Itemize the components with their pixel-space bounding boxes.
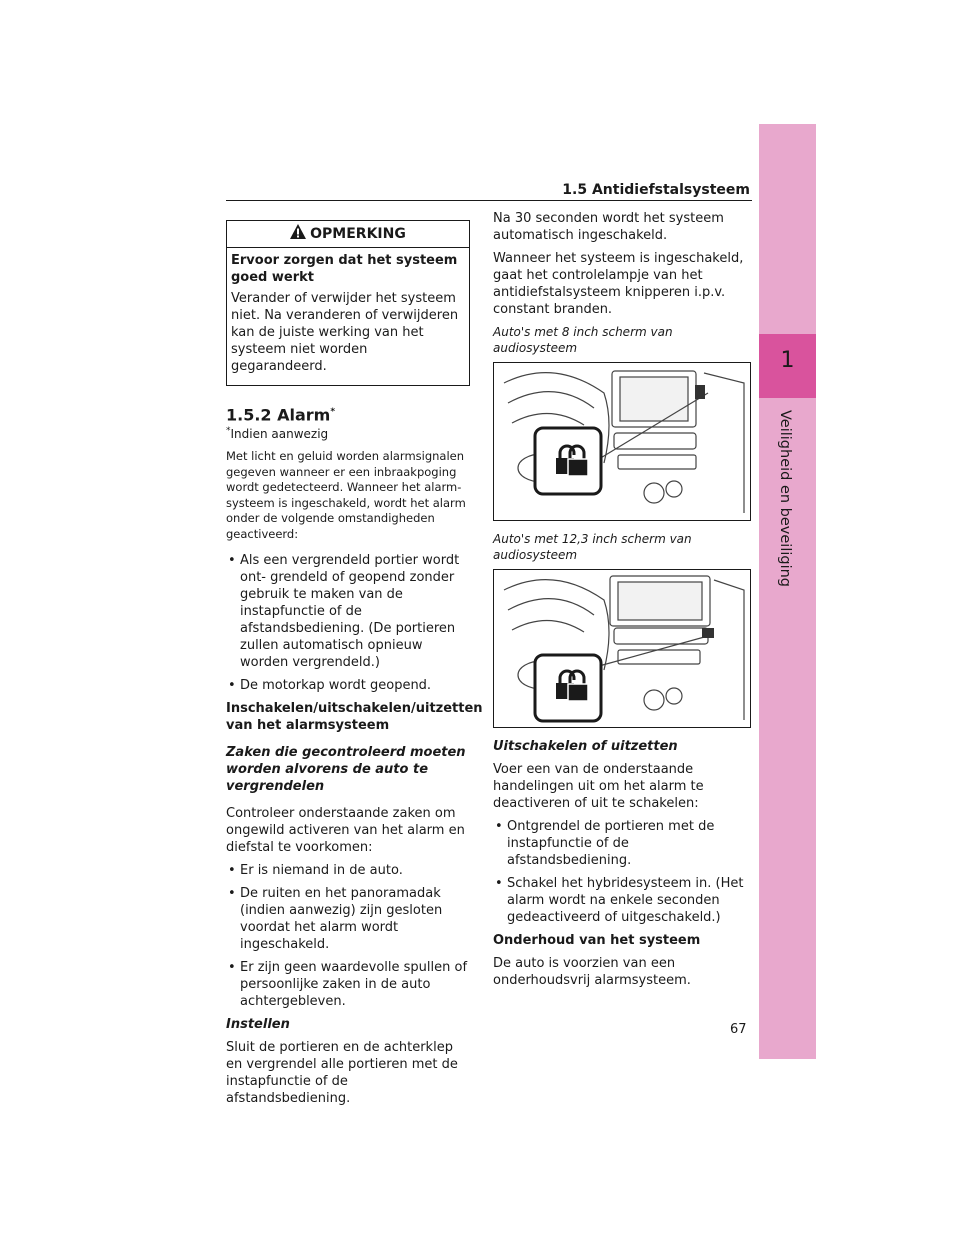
onderhoud-heading: Onderhoud van het systeem: [493, 933, 701, 948]
list-item: • Schakel het hybridesysteem in. (Het alarm wordt na enkele seconden gedeactiveerd of uitgeschakeld.): [493, 875, 751, 926]
subheading: Inschakelen/uitschakelen/uitzetten van het alarmsysteem: [226, 701, 483, 734]
list-item: • De ruiten en het panoramadak (indien aanwezig) zijn gesloten voordat het alarm wordt ingeschakeld.: [226, 885, 470, 953]
dashboard-illustration-8inch: [493, 362, 751, 521]
illustration-caption-8inch: Auto's met 8 inch scherm van audiosysteem: [493, 325, 673, 355]
uitschakelen-heading: Uitschakelen of uitzetten: [493, 739, 678, 754]
list-item: • Er is niemand in de auto.: [226, 862, 470, 879]
note-text: Verander of verwijder het systeem niet. Na veranderen of verwijderen kan de juiste werking van het systeem niet worden gegarandeerd.: [231, 291, 459, 374]
note-body: [227, 248, 469, 375]
left-column: [226, 220, 483, 1107]
footnote: *Indien aanwezig: [226, 426, 329, 442]
onderhoud-text: De auto is voorzien van een onderhoudsvrij alarmsysteem.: [493, 956, 691, 988]
note-title: OPMERKING: [310, 225, 406, 242]
indicator-paragraph: Wanneer het systeem is ingeschakeld, gaat het controlelampje van het antidiefstalsysteem knipperen i.p.v. constant branden.: [493, 251, 744, 317]
section-header-title: 1.5 Antidiefstalsysteem: [562, 182, 750, 198]
note-heading: Ervoor zorgen dat het systeem goed werkt: [231, 253, 458, 285]
chapter-number: 1: [780, 348, 795, 373]
check-paragraph: Controleer onderstaande zaken om ongewild activeren van het alarm en diefstal te voorkomen:: [226, 806, 465, 856]
note-box: [226, 220, 470, 386]
list-item: • Ontgrendel de portieren met de instapfunctie of de afstandsbediening.: [493, 818, 751, 869]
right-column: [493, 210, 751, 989]
section-title: 1.5.2 Alarm*: [226, 405, 336, 425]
chapter-label: Veiligheid en beveiliging: [777, 410, 793, 588]
instellen-heading: Instellen: [226, 1017, 290, 1033]
illustration-caption-12inch: Auto's met 12,3 inch scherm van audiosysteem: [493, 532, 692, 562]
uitschakelen-text: Voer een van de onderstaande handelingen uit om het alarm te deactiveren of uit te schakelen:: [493, 762, 704, 811]
alarm-intro: Met licht en geluid worden alarmsignalen gegeven wanneer er een inbraakpoging wordt gedetecteerd. Wanneer het alarm- systeem is ingeschakeld, wordt het alarm onder de volgende omstandigheden geactiveerd:: [226, 449, 466, 541]
list-item: • Er zijn geen waardevolle spullen of persoonlijke zaken in de auto achtergebleven.: [226, 959, 470, 1010]
note-header: [227, 221, 469, 248]
instellen-text: Sluit de portieren en de achterklep en vergrendel alle portieren met de instapfunctie of de afstandsbediening.: [226, 1040, 458, 1107]
header-divider: [226, 200, 752, 201]
list-item: • Als een vergrendeld portier wordt ont- grendeld of geopend zonder gebruik te maken van de instapfunctie of de afstandsbediening. (De portieren zullen automatisch opnieuw worden vergrendeld.): [226, 552, 470, 671]
page-number: 67: [730, 1022, 747, 1037]
chapter-side-tab: [759, 124, 816, 1059]
italic-subheading: Zaken die gecontroleerd moeten worden alvorens de auto te vergrendelen: [226, 745, 466, 795]
warning-icon: [290, 224, 306, 244]
activation-paragraph: Na 30 seconden wordt het systeem automatisch ingeschakeld.: [493, 211, 724, 243]
list-item: • De motorkap wordt geopend.: [226, 677, 470, 694]
dashboard-illustration-12inch: [493, 569, 751, 728]
